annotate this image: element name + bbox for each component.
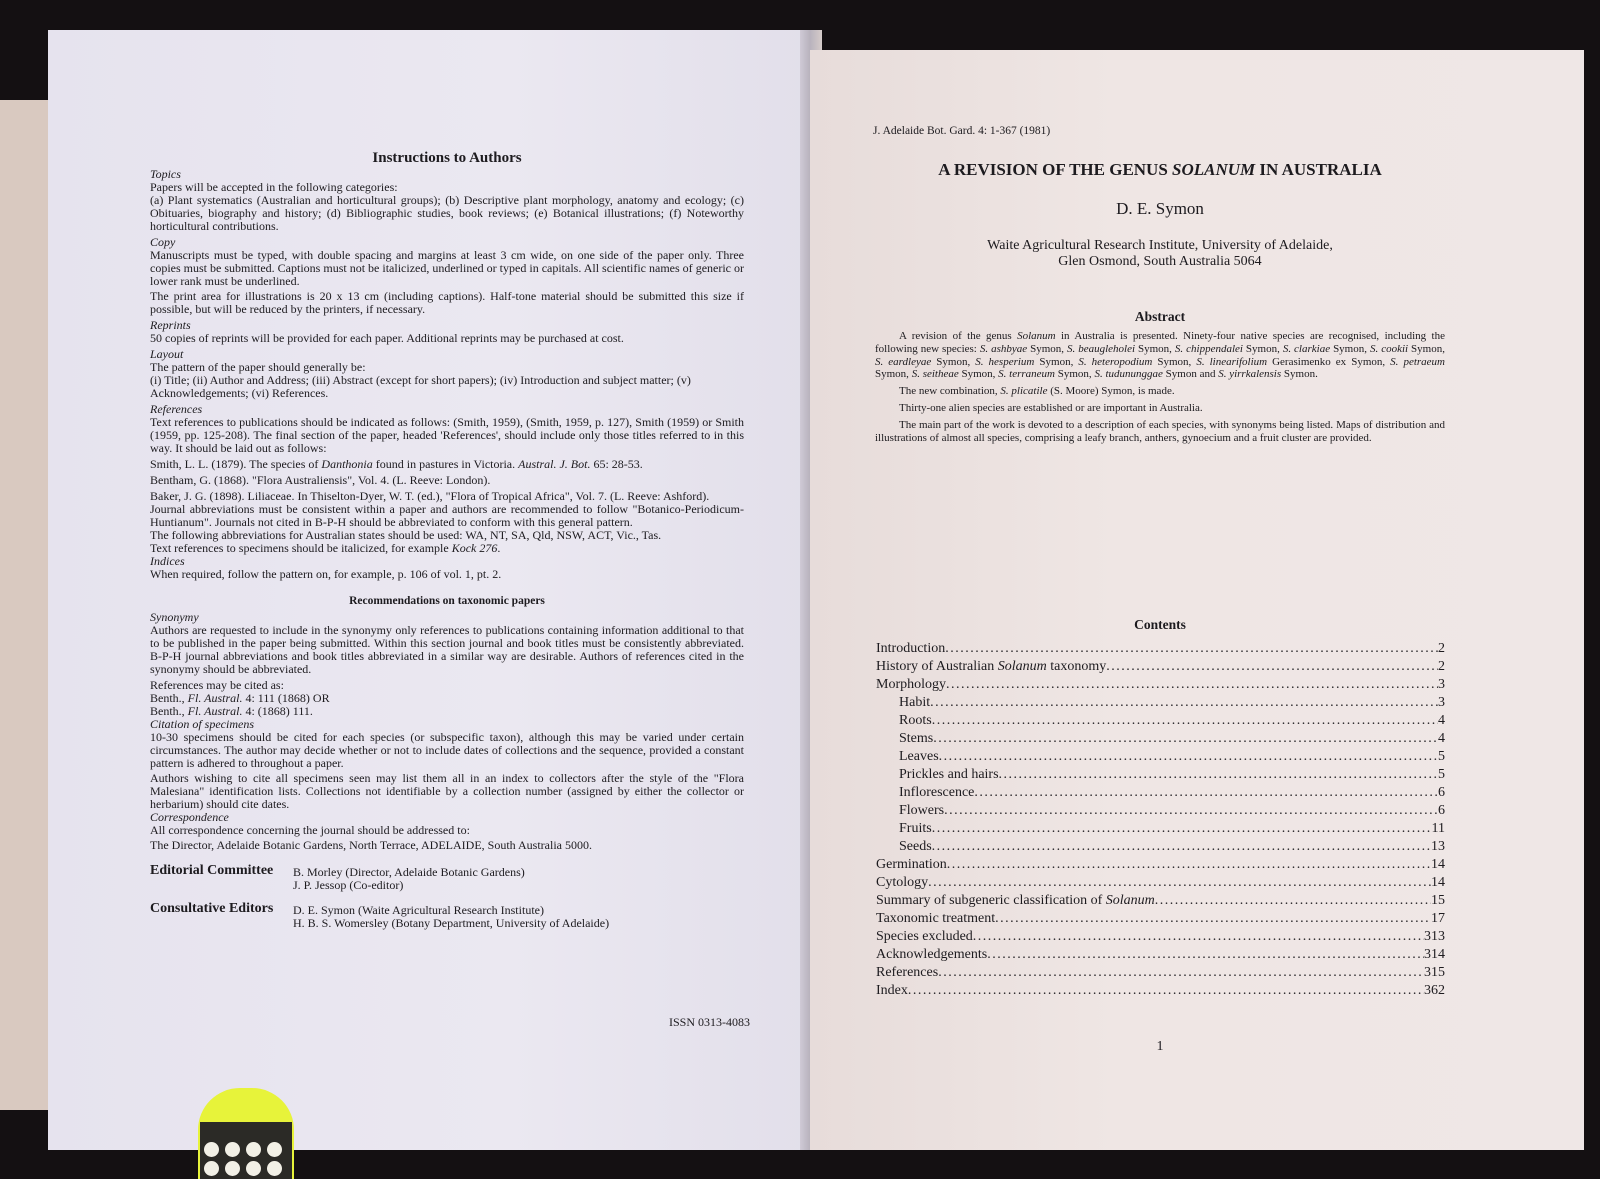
toc-page-number: 4 bbox=[1438, 731, 1445, 746]
toc-page-number: 15 bbox=[1431, 893, 1445, 908]
toc-entry-label: Acknowledgements bbox=[876, 947, 988, 962]
editorial-committee bbox=[150, 864, 744, 892]
consultative-members bbox=[293, 902, 609, 930]
toc-entry bbox=[876, 694, 1445, 712]
toc-entry bbox=[876, 730, 1445, 748]
toc-page-number: 6 bbox=[1438, 803, 1445, 818]
toc-entry-label: Stems bbox=[899, 731, 934, 746]
toc-page-number: 2 bbox=[1438, 641, 1445, 656]
abstract-text-run: Symon, bbox=[1408, 342, 1445, 355]
toc-entry bbox=[876, 928, 1445, 946]
species-name: S. terraneum bbox=[998, 368, 1055, 381]
consultative-member-2: H. B. S. Womersley (Botany Department, University of Adelaide) bbox=[293, 916, 610, 930]
reprints-heading: Reprints bbox=[150, 318, 191, 332]
ref-smith-part: Smith, L. L. (1879). The species of bbox=[150, 457, 322, 471]
abstract-text-run: Symon and bbox=[1162, 368, 1219, 381]
toc-entry bbox=[876, 874, 1445, 892]
citation-text-1: 10-30 specimens should be cited for each species (or subspecific taxon), although this may be varied under certain circumstances. The author may decide whether or not to include dates of collections and the sequence, provided a constant pattern is adhered to throughout a paper. bbox=[150, 730, 744, 770]
clip-dotted-band bbox=[200, 1122, 292, 1179]
species-name: S. heteropodium bbox=[1078, 355, 1153, 368]
abstract-text-run: Symon, bbox=[1034, 355, 1079, 368]
species-name: S. petraeum bbox=[1390, 355, 1445, 368]
toc-entry-label: Introduction bbox=[876, 641, 946, 656]
abstract-heading: Abstract bbox=[1134, 309, 1186, 324]
toc-entry bbox=[876, 748, 1445, 766]
species-name: S. chippendalei bbox=[1174, 342, 1243, 355]
cite-part: Benth., bbox=[150, 691, 188, 705]
specimen-ref-part: . bbox=[497, 541, 501, 555]
copy-heading: Copy bbox=[150, 235, 176, 249]
layout-heading: Layout bbox=[150, 347, 184, 361]
toc-entry-label: Flowers bbox=[899, 803, 945, 818]
references-heading: References bbox=[150, 402, 203, 416]
editorial-label: Editorial Committee bbox=[150, 863, 274, 878]
species-name: S. linearifolium bbox=[1196, 355, 1268, 368]
toc-leader-dots bbox=[947, 856, 1431, 874]
toc-page-number: 2 bbox=[1438, 659, 1445, 674]
toc-leader-dots bbox=[973, 928, 1424, 946]
specimen-references bbox=[150, 542, 744, 555]
toc-entry-label: Morphology bbox=[876, 677, 946, 692]
toc-leader-dots bbox=[938, 964, 1424, 982]
abstract-text-run: Symon, bbox=[1242, 342, 1283, 355]
toc-entry bbox=[876, 640, 1445, 658]
consultative-member-1: D. E. Symon (Waite Agricultural Research Institute) bbox=[293, 903, 544, 917]
abstract-paragraph-1 bbox=[875, 330, 1445, 381]
toc-entry-label: Habit bbox=[899, 695, 931, 710]
toc-leader-dots bbox=[945, 640, 1438, 658]
ref-smith-journal: Austral. J. Bot. bbox=[518, 457, 591, 471]
toc-page-number: 13 bbox=[1431, 839, 1445, 854]
toc-leader-dots bbox=[932, 838, 1431, 856]
toc-leader-dots bbox=[946, 676, 1438, 694]
reprints-text: 50 copies of reprints will be provided for each paper. Additional reprints may be purchased at cost. bbox=[150, 331, 624, 345]
toc-entry-label: History of Australian Solanum taxonomy bbox=[876, 659, 1107, 674]
species-name: S. yirrkalensis bbox=[1218, 368, 1282, 381]
toc-leader-dots bbox=[939, 748, 1438, 766]
synonymy-text: Authors are requested to include in the synonymy only references to publications containing information additional to that to be published in the paper being submitted. Within this section journal and book titles must be consistently abbreviated. B-P-H journal abbreviations and book titles abbreviated in a similar way are desirable. Authors of references cited in the synonymy should be abbreviated. bbox=[150, 623, 744, 676]
toc-entry-label: Species excluded bbox=[876, 929, 973, 944]
copy-text-2: The print area for illustrations is 20 x 13 cm (including captions). Half-tone material should be submitted this size if possible, but will be reduced by the printers, if necessary. bbox=[150, 289, 744, 316]
toc-entry bbox=[876, 802, 1445, 820]
toc-entry-label: Cytology bbox=[876, 875, 929, 890]
toc-page-number: 4 bbox=[1438, 713, 1445, 728]
title-genus: SOLANUM bbox=[1172, 160, 1256, 179]
abstract-text-run: Symon. bbox=[1281, 368, 1318, 381]
toc-entry bbox=[876, 658, 1445, 676]
toc-entry bbox=[876, 784, 1445, 802]
editorial-member-2: J. P. Jessop (Co-editor) bbox=[293, 878, 404, 892]
toc-page-number: 17 bbox=[1431, 911, 1445, 926]
toc-entry-label: Inflorescence bbox=[899, 785, 975, 800]
toc-page-number: 313 bbox=[1424, 929, 1445, 944]
contents-heading: Contents bbox=[1134, 617, 1186, 632]
toc-leader-dots bbox=[932, 712, 1438, 730]
abstract-paragraph-3: Thirty-one alien species are established or are important in Australia. bbox=[899, 401, 1203, 414]
toc-page-number: 6 bbox=[1438, 785, 1445, 800]
toc-entry-label: Fruits bbox=[899, 821, 932, 836]
table-of-contents bbox=[876, 640, 1445, 1000]
toc-leader-dots bbox=[995, 910, 1431, 928]
toc-entry-label: Roots bbox=[899, 713, 932, 728]
title-part: A REVISION OF THE GENUS bbox=[938, 160, 1173, 179]
species-name: S. eardleyae bbox=[875, 355, 932, 368]
toc-entry-label: Taxonomic treatment bbox=[876, 911, 996, 926]
state-abbreviations: The following abbreviations for Australian states should be used: WA, NT, SA, Qld, NSW, ACT, Vic., Tas. bbox=[150, 528, 662, 542]
toc-page-number: 5 bbox=[1438, 767, 1445, 782]
toc-page-number: 11 bbox=[1431, 821, 1445, 836]
toc-page-number: 3 bbox=[1438, 695, 1445, 710]
abstract-text-run: Symon, bbox=[931, 355, 976, 368]
citation-text-2: Authors wishing to cite all specimens seen may list them all in an index to collectors after the style of the "Flora Malesiana" identification lists. Collections not identifiable by a collection number (assigned by either the collector or herbarium) should cite dates. bbox=[150, 771, 744, 811]
abstract-text-run: Symon, bbox=[1330, 342, 1370, 355]
toc-entry-label: Summary of subgeneric classification of Solanum bbox=[876, 893, 1155, 908]
abstract-body bbox=[875, 330, 1445, 444]
abstract-text-run: Symon, bbox=[1135, 342, 1175, 355]
reference-baker: Baker, J. G. (1898). Liliaceae. In Thiselton-Dyer, W. T. (ed.), "Flora of Tropical Africa", Vol. 7. (L. Reeve: Ashford). bbox=[150, 489, 710, 503]
consultative-label: Consultative Editors bbox=[150, 901, 274, 916]
toc-leader-dots bbox=[987, 946, 1424, 964]
topics-categories: (a) Plant systematics (Australian and horticultural groups); (b) Descriptive plant morphology, anatomy and ecology; (c) Obituaries, biography and history; (d) Bibliographic studies, book reviews; (e) Botanical illustrations; (f) Noteworthy horticultural contributions. bbox=[150, 193, 744, 233]
ref-smith-part: 65: 28-53. bbox=[590, 457, 643, 471]
species-name: S. clarkiae bbox=[1282, 342, 1331, 355]
toc-leader-dots bbox=[930, 694, 1438, 712]
editorial-member-1: B. Morley (Director, Adelaide Botanic Gardens) bbox=[293, 865, 525, 879]
toc-leader-dots bbox=[908, 982, 1424, 1000]
toc-entry bbox=[876, 964, 1445, 982]
references-text: Text references to publications should be indicated as follows: (Smith, 1959), (Smith, 1959, p. 127), Smith (1959) or Smith (1959, pp. 125-208). The final section of the paper, headed 'References', should include only those titles referred to in this way. It should be laid out as follows: bbox=[150, 415, 744, 455]
layout-text-1: The pattern of the paper should generally be: bbox=[150, 360, 366, 374]
issn-number: ISSN 0313-4083 bbox=[668, 1015, 750, 1029]
correspondence-heading: Correspondence bbox=[150, 810, 229, 824]
species-name: S. cookii bbox=[1369, 342, 1409, 355]
specimen-example: Kock 276 bbox=[451, 541, 498, 555]
instructions-title: Instructions to Authors bbox=[372, 150, 522, 166]
editorial-members bbox=[293, 864, 525, 892]
abstract-paragraph-2 bbox=[875, 385, 1445, 398]
consultative-editors bbox=[150, 902, 744, 930]
species-name: S. hesperium bbox=[975, 355, 1035, 368]
species-name: S. beaugleholei bbox=[1066, 342, 1136, 355]
abstract-text-run: Symon, bbox=[1152, 355, 1197, 368]
toc-entry bbox=[876, 676, 1445, 694]
toc-entry bbox=[876, 766, 1445, 784]
toc-leader-dots bbox=[933, 730, 1438, 748]
author-affiliation bbox=[870, 238, 1450, 270]
abstract-text-run: Symon, bbox=[875, 368, 912, 381]
abstract-paragraph-4: The main part of the work is devoted to a description of each species, with synonyms being listed. Maps of distribution and illustrations of almost all species, comprising a leafy branch, anthers, gynoecium and a fruit cluster are provided. bbox=[875, 418, 1445, 444]
toc-page-number: 14 bbox=[1431, 875, 1445, 890]
indices-heading: Indices bbox=[150, 554, 185, 568]
toc-leader-dots bbox=[1155, 892, 1431, 910]
toc-page-number: 362 bbox=[1424, 983, 1445, 998]
journal-reference: J. Adelaide Bot. Gard. 4: 1-367 (1981) bbox=[873, 125, 1051, 137]
cite-part: 4: (1868) 111. bbox=[242, 704, 313, 718]
synonymy-cite-intro: References may be cited as: bbox=[150, 678, 284, 692]
journal-abbreviations: Journal abbreviations must be consistent within a paper and authors are recommended to follow "Botanico-Periodicum-Huntianum". Journals not cited in B-P-H should be abbreviated to conform with this general pattern. bbox=[150, 502, 744, 529]
page-number: 1 bbox=[1156, 1039, 1164, 1054]
species-name: S. seitheae bbox=[911, 368, 959, 381]
toc-leader-dots bbox=[974, 784, 1438, 802]
paper-author: D. E. Symon bbox=[1116, 199, 1204, 218]
reference-smith bbox=[150, 458, 744, 471]
toc-page-number: 5 bbox=[1438, 749, 1445, 764]
toc-entry-label: Index bbox=[876, 983, 908, 998]
species-name: S. tudununggae bbox=[1094, 368, 1163, 381]
correspondence-text-2: The Director, Adelaide Botanic Gardens, North Terrace, ADELAIDE, South Australia 5000. bbox=[150, 838, 593, 852]
abstract-text-run: Gerasimenko ex Symon, bbox=[1267, 355, 1391, 368]
cite-work: Fl. Austral. bbox=[187, 691, 243, 705]
specimen-ref-part: Text references to specimens should be italicized, for example bbox=[150, 541, 452, 555]
correspondence-text-1: All correspondence concerning the journal should be addressed to: bbox=[150, 823, 470, 837]
toc-entry-label: Prickles and hairs bbox=[899, 767, 999, 782]
toc-page-number: 3 bbox=[1438, 677, 1445, 692]
abstract-text-run: A revision of the genus bbox=[899, 330, 1018, 342]
reference-bentham: Bentham, G. (1868). "Flora Australiensis", Vol. 4. (L. Reeve: London). bbox=[150, 473, 491, 487]
toc-page-number: 315 bbox=[1424, 965, 1445, 980]
toc-entry bbox=[876, 946, 1445, 964]
topics-heading: Topics bbox=[150, 167, 181, 181]
cite-part: Benth., bbox=[150, 704, 188, 718]
indices-text: When required, follow the pattern on, for example, p. 106 of vol. 1, pt. 2. bbox=[150, 567, 502, 581]
ref-smith-genus: Danthonia bbox=[321, 457, 373, 471]
toc-entry bbox=[876, 982, 1445, 1000]
affiliation-line-1: Waite Agricultural Research Institute, University of Adelaide, bbox=[987, 238, 1333, 253]
affiliation-line-2: Glen Osmond, South Australia 5064 bbox=[1058, 254, 1262, 269]
instructions-block bbox=[150, 152, 744, 930]
toc-leader-dots bbox=[932, 820, 1432, 838]
abstract-text-run: Symon, bbox=[958, 368, 999, 381]
abstract-part: (S. Moore) Symon, is made. bbox=[1047, 385, 1175, 398]
recommendations-title: Recommendations on taxonomic papers bbox=[349, 595, 545, 607]
toc-page-number: 314 bbox=[1424, 947, 1445, 962]
toc-entry bbox=[876, 838, 1445, 856]
toc-leader-dots bbox=[999, 766, 1438, 784]
cite-work: Fl. Austral. bbox=[187, 704, 243, 718]
toc-leader-dots bbox=[928, 874, 1431, 892]
synonymy-heading: Synonymy bbox=[150, 610, 199, 624]
species-name: Solanum bbox=[1017, 330, 1056, 342]
topics-intro: Papers will be accepted in the following categories: bbox=[150, 180, 398, 194]
paper-title bbox=[870, 160, 1450, 180]
layout-text-2: (i) Title; (ii) Author and Address; (iii) Abstract (except for short papers); (iv) Introduction and subject matter; (v) Acknowledgements; (vi) References. bbox=[150, 373, 691, 400]
abstract-text-run: Symon, bbox=[1055, 368, 1095, 381]
toc-entry-label: References bbox=[876, 965, 939, 980]
toc-entry bbox=[876, 892, 1445, 910]
ref-smith-part: found in pastures in Victoria. bbox=[372, 457, 519, 471]
toc-leader-dots bbox=[1106, 658, 1438, 676]
toc-entry bbox=[876, 856, 1445, 874]
toc-entry bbox=[876, 820, 1445, 838]
toc-entry bbox=[876, 712, 1445, 730]
species-name: S. ashbyae bbox=[979, 342, 1028, 355]
citation-heading: Citation of specimens bbox=[150, 717, 254, 731]
cite-part: 4: 111 (1868) OR bbox=[242, 691, 330, 705]
abstract-part: The new combination, bbox=[899, 385, 1001, 398]
abstract-text-run: in Australia is presented. Ninety-four native species are recognised, including the following new species: bbox=[875, 330, 1445, 355]
toc-leader-dots bbox=[944, 802, 1438, 820]
toc-entry-label: Leaves bbox=[899, 749, 939, 764]
copy-text-1: Manuscripts must be typed, with double spacing and margins at least 3 cm wide, on one side of the paper only. Three copies must be submitted. Captions must not be italicized, underlined or typed in capitals. All scientific names of generic or lower rank must be underlined. bbox=[150, 248, 744, 288]
abstract-text-run: Symon, bbox=[1027, 342, 1067, 355]
title-part: IN AUSTRALIA bbox=[1255, 160, 1382, 179]
toc-entry bbox=[876, 910, 1445, 928]
toc-page-number: 14 bbox=[1431, 857, 1445, 872]
toc-entry-label: Germination bbox=[876, 857, 947, 872]
toc-entry-label: Seeds bbox=[899, 839, 932, 854]
abstract-species: S. plicatile bbox=[1000, 385, 1048, 398]
